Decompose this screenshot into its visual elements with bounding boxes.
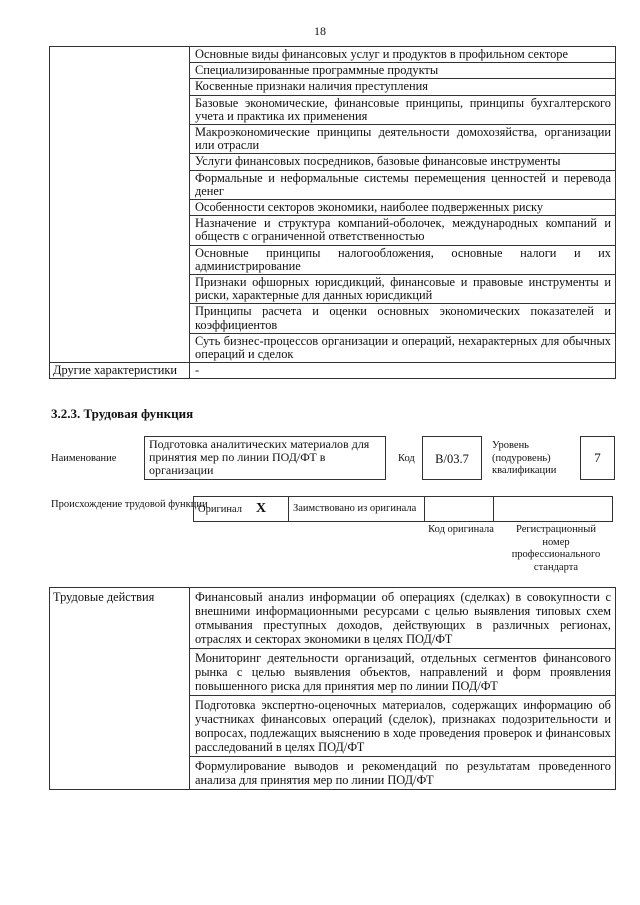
labor-actions-label: Трудовые действия bbox=[50, 588, 190, 790]
knowledge-item: Принципы расчета и оценки основных экономических показателей и коэффициентов bbox=[190, 304, 616, 333]
original-code-caption: Код оригинала bbox=[428, 524, 494, 535]
original-mark: X bbox=[256, 501, 267, 516]
function-name-value: Подготовка аналитических материалов для принятия мер по линии ПОД/ФТ в организации bbox=[144, 436, 386, 480]
knowledge-item: Макроэкономические принципы деятельности домохозяйства, организации или отрасли bbox=[190, 125, 616, 154]
knowledge-item: Назначение и структура компаний-оболочек, международных компаний и обществ с ограниченной ответственностью bbox=[190, 216, 616, 245]
origin-label: Происхождение трудовой функции bbox=[51, 499, 208, 510]
labor-action-item: Подготовка экспертно-оценочных материалов, содержащих информацию об участниках финансовых операций (сделок), признаках подозрительности и вопросах, подлежащих выяснению в ходе проведения проверок и финансовых расследований в целях ПОД/ФТ bbox=[190, 696, 616, 757]
table-row bbox=[50, 363, 616, 379]
original-code-cell bbox=[425, 497, 494, 522]
qualification-level-label: Уровень (подуровень) квалификации bbox=[492, 440, 557, 476]
origin-table bbox=[193, 496, 613, 522]
knowledge-item: Базовые экономические, финансовые принципы, принципы бухгалтерского учета и практика их применения bbox=[190, 95, 616, 124]
original-label: Оригинал bbox=[198, 504, 242, 515]
section-title: 3.2.3. Трудовая функция bbox=[51, 406, 194, 421]
other-characteristics-value: - bbox=[190, 363, 616, 379]
knowledge-item: Специализированные программные продукты bbox=[190, 63, 616, 79]
page-number: 18 bbox=[314, 24, 326, 38]
other-characteristics-label: Другие характеристики bbox=[50, 363, 190, 379]
labor-action-item: Финансовый анализ информации об операциях (сделках) в совокупности с внешними информационными ресурсами с целью выявления типовых схем отмывания преступных доходов, действующих в различных регионах, отраслях и секторах экономики в целях ПОД/ФТ bbox=[190, 588, 616, 649]
registration-number-caption: Регистрационный номер профессионального стандарта bbox=[511, 524, 601, 573]
knowledge-item: Основные принципы налогообложения, основные налоги и их администрирование bbox=[190, 245, 616, 274]
labor-action-item: Формулирование выводов и рекомендаций по результатам проведенного анализа для принятия мер по линии ПОД/ФТ bbox=[190, 757, 616, 790]
code-label: Код bbox=[398, 453, 415, 464]
original-cell bbox=[194, 497, 289, 522]
labor-action-item: Мониторинг деятельности организаций, отдельных сегментов финансового рынка с целью выявления объектов, направлений и форм проявления повышенного риска для принятия мер по линии ПОД/ФТ bbox=[190, 649, 616, 696]
knowledge-item: Косвенные признаки наличия преступления bbox=[190, 79, 616, 95]
name-label: Наименование bbox=[51, 453, 117, 464]
knowledge-item: Особенности секторов экономики, наиболее подверженных риску bbox=[190, 200, 616, 216]
table-row bbox=[50, 47, 616, 63]
qualification-level-value: 7 bbox=[580, 436, 615, 480]
knowledge-item: Признаки офшорных юрисдикций, финансовые и правовые инструменты и риски, характерные для данных юрисдикций bbox=[190, 275, 616, 304]
borrowed-cell: Заимствовано из оригинала bbox=[289, 497, 425, 522]
knowledge-item: Основные виды финансовых услуг и продуктов в профильном секторе bbox=[190, 47, 616, 63]
table-row bbox=[194, 497, 613, 522]
function-code-value: B/03.7 bbox=[422, 436, 482, 480]
knowledge-label-cell bbox=[50, 47, 190, 363]
knowledge-item: Услуги финансовых посредников, базовые финансовые инструменты bbox=[190, 154, 616, 170]
table-row bbox=[50, 588, 616, 649]
knowledge-item: Суть бизнес-процессов организации и операций, нехарактерных для обычных операций и сделок bbox=[190, 333, 616, 362]
registration-number-cell bbox=[494, 497, 613, 522]
knowledge-table bbox=[49, 46, 616, 379]
labor-actions-table bbox=[49, 587, 616, 790]
knowledge-item: Формальные и неформальные системы перемещения ценностей и перевода денег bbox=[190, 170, 616, 199]
